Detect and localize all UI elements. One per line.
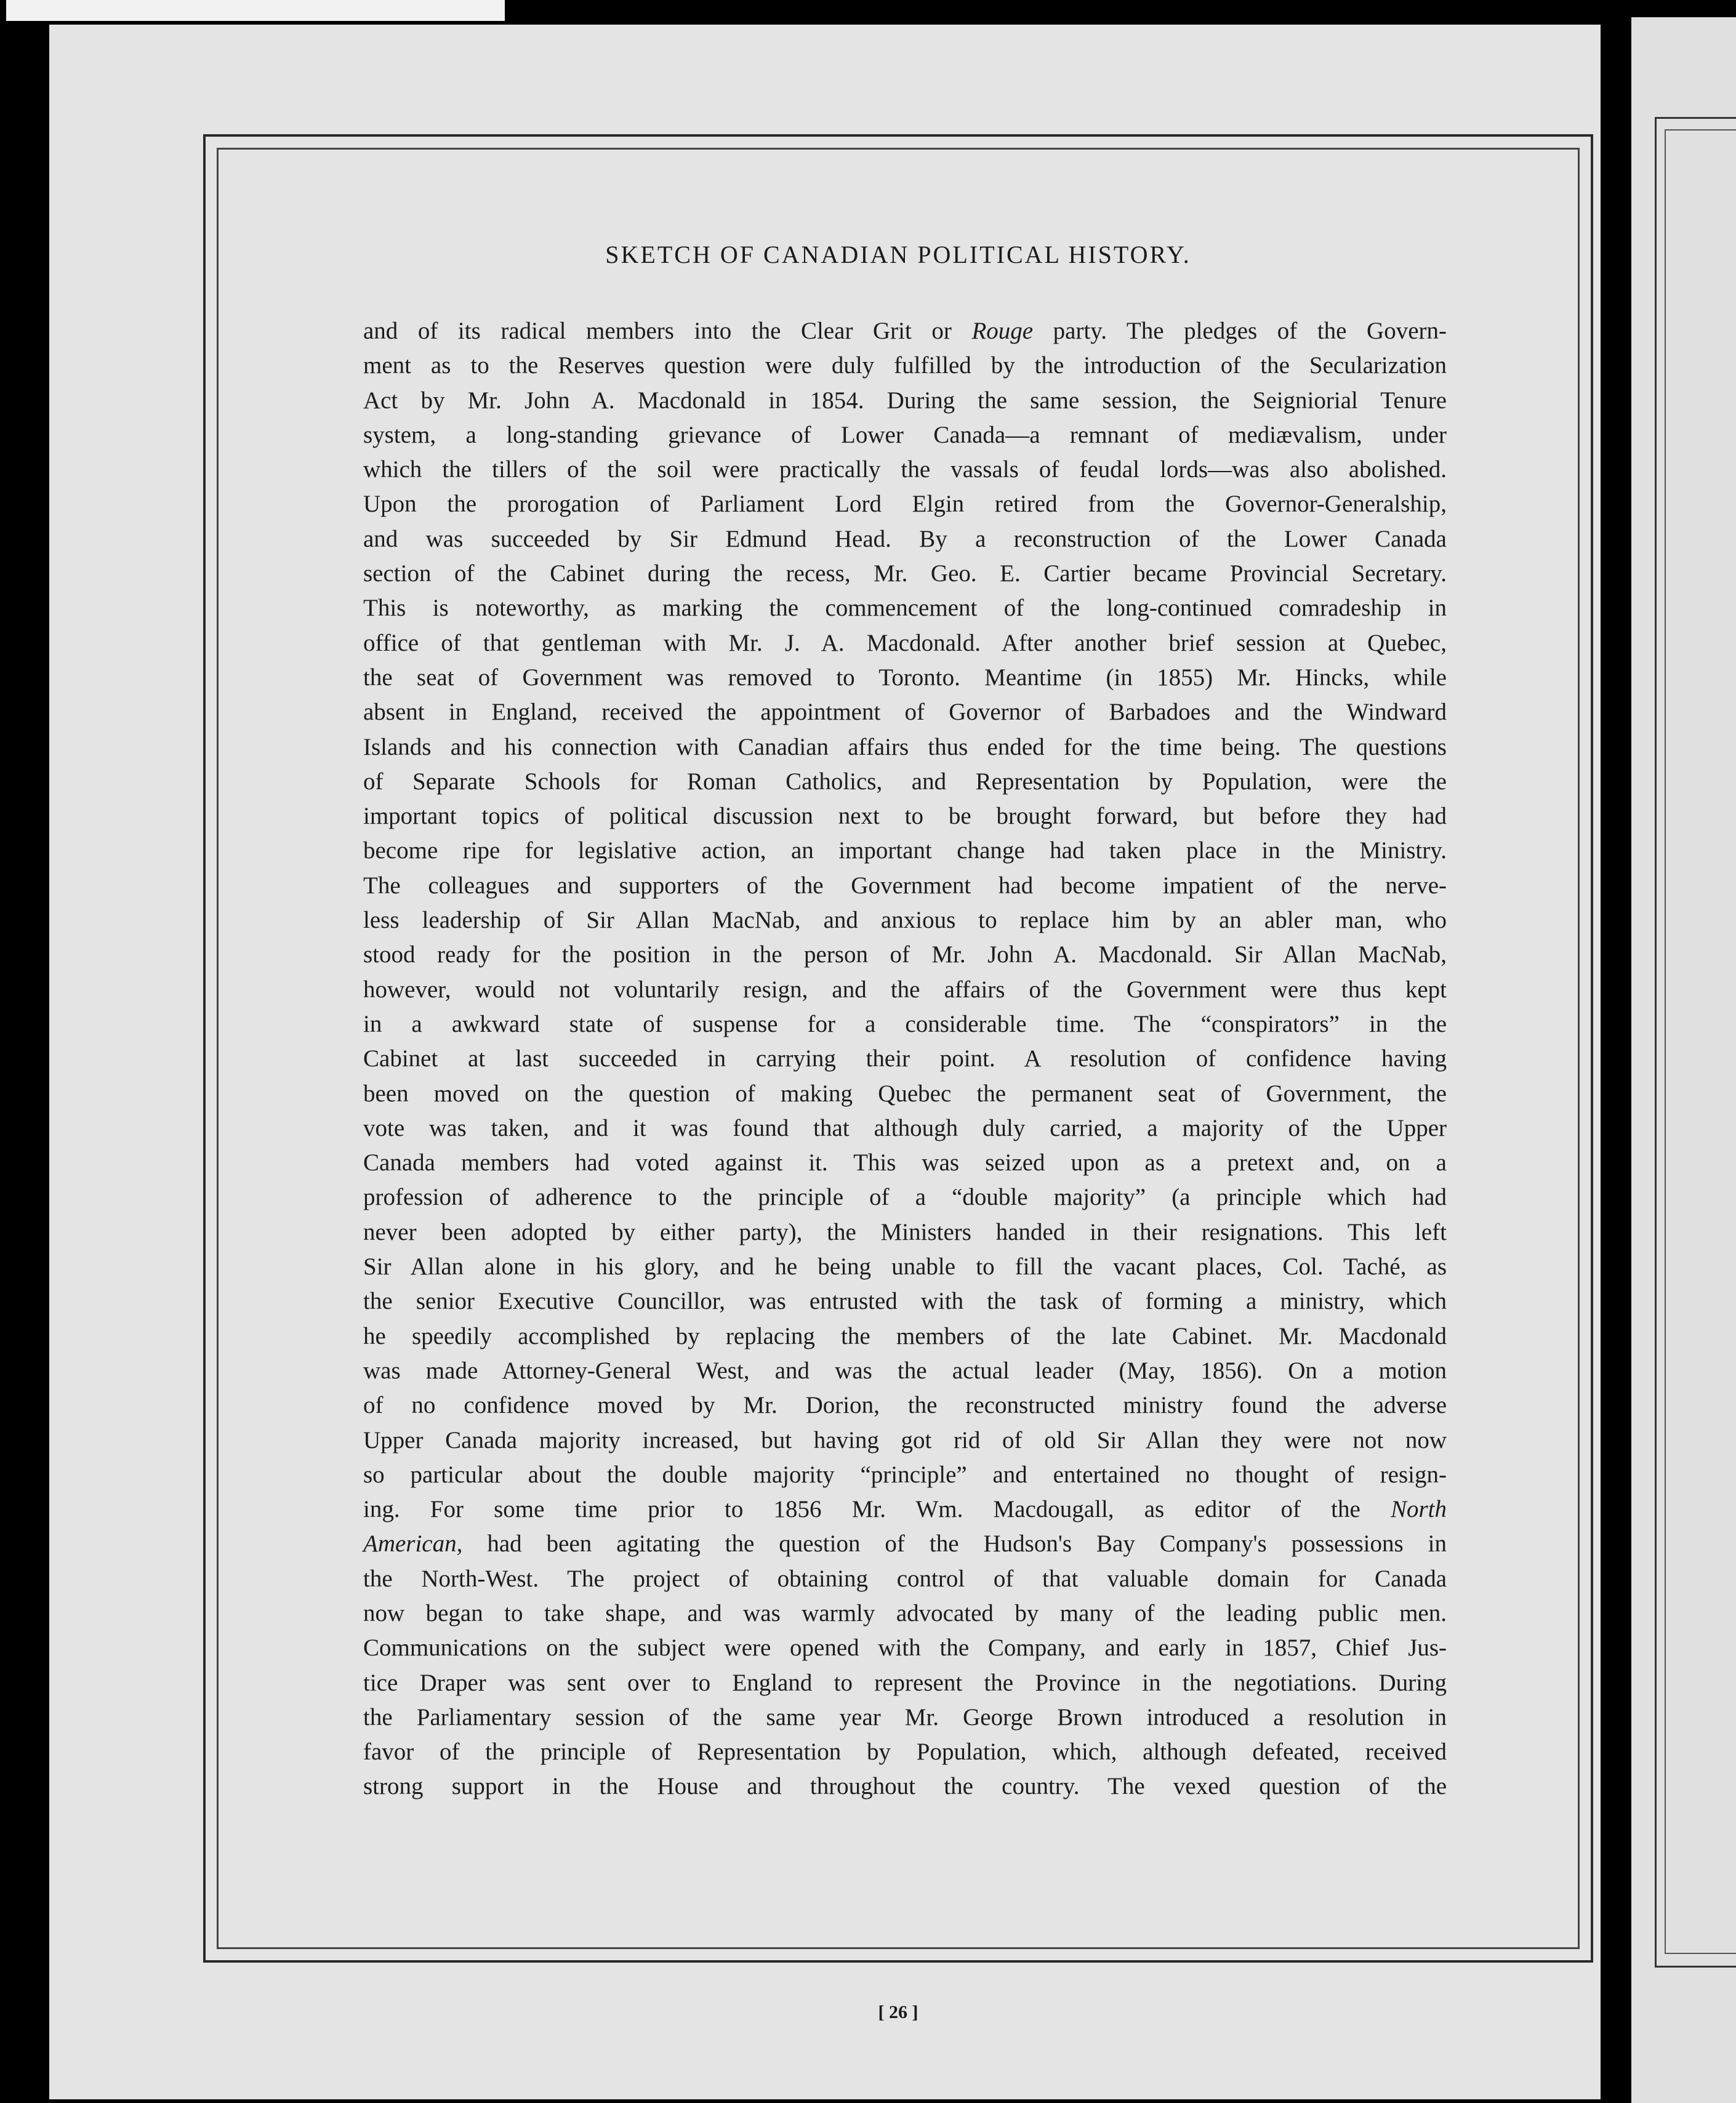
text-line: Cabinet at last succeeded in carrying their point. A resolution of confidence having [363, 1045, 1447, 1072]
text-line: system, a long-standing grievance of Lower Canada—a remnant of mediævalism, under [363, 421, 1447, 448]
text-line: the North-West. The project of obtaining control of that valuable domain for Canada [363, 1565, 1447, 1592]
text-line: of no confidence moved by Mr. Dorion, the reconstructed ministry found the adverse [363, 1392, 1447, 1419]
text-line: strong support in the House and throughout the country. The vexed question of the [363, 1773, 1447, 1800]
text-line: he speedily accomplished by replacing the members of the late Cabinet. Mr. Macdonald [363, 1322, 1447, 1349]
text-line: and was succeeded by Sir Edmund Head. By a reconstruction of the Lower Canada [363, 525, 1447, 552]
text-line: ing. For some time prior to 1856 Mr. Wm. Macdougall, as editor of the North [363, 1496, 1447, 1523]
text-line: Act by Mr. John A. Macdonald in 1854. During the same session, the Seigniorial Tenure [363, 387, 1447, 414]
text-line: was made Attorney-General West, and was the actual leader (May, 1856). On a motion [363, 1357, 1447, 1384]
text-line: office of that gentleman with Mr. J. A. Macdonald. After another brief session at Quebec, [363, 629, 1447, 656]
text-line: section of the Cabinet during the recess, Mr. Geo. E. Cartier became Provincial Secretary. [363, 560, 1447, 587]
text-line: profession of adherence to the principle of a “double majority” (a principle which had [363, 1184, 1447, 1211]
text-line: tice Draper was sent over to England to represent the Province in the negotiations. During [363, 1669, 1447, 1696]
text-line: the senior Executive Councillor, was entrusted with the task of forming a ministry, which [363, 1288, 1447, 1315]
text-line: been moved on the question of making Quebec the permanent seat of Government, the [363, 1080, 1447, 1107]
text-line: Canada members had voted against it. This was seized upon as a pretext and, on a [363, 1149, 1447, 1176]
text-line: and of its radical members into the Clear Grit or Rouge party. The pledges of the Govern- [363, 318, 1447, 344]
text-line: however, would not voluntarily resign, and the affairs of the Government were thus kept [363, 976, 1447, 1003]
text-line: the seat of Government was removed to Toronto. Meantime (in 1855) Mr. Hincks, while [363, 664, 1447, 691]
text-line: in a awkward state of suspense for a considerable time. The “conspirators” in the [363, 1010, 1447, 1037]
text-line: become ripe for legislative action, an important change had taken place in the Ministry. [363, 837, 1447, 864]
text-line: never been adopted by either party), the Ministers handed in their resignations. This left [363, 1218, 1447, 1245]
text-line: vote was taken, and it was found that although duly carried, a majority of the Upper [363, 1114, 1447, 1141]
text-line: This is noteworthy, as marking the commencement of the long-continued comradeship in [363, 595, 1447, 622]
text-line: so particular about the double majority “principle” and entertained no thought of resign- [363, 1461, 1447, 1488]
text-line: Upon the prorogation of Parliament Lord Elgin retired from the Governor-Generalship, [363, 491, 1447, 518]
text-line: Islands and his connection with Canadian affairs thus ended for the time being. The questions [363, 733, 1447, 760]
text-line: important topics of political discussion next to be brought forward, but before they had [363, 803, 1447, 830]
text-line: American, had been agitating the question of the Hudson's Bay Company's possessions in [363, 1530, 1447, 1558]
text-line: absent in England, received the appointment of Governor of Barbadoes and the Windward [363, 699, 1447, 726]
adjacent-page-border-inner [1665, 129, 1736, 1954]
text-line: of Separate Schools for Roman Catholics, and Representation by Population, were the [363, 768, 1447, 795]
text-line: Sir Allan alone in his glory, and he being unable to fill the vacant places, Col. Taché, as [363, 1253, 1447, 1281]
page-title: SKETCH OF CANADIAN POLITICAL HISTORY. [605, 241, 1191, 268]
text-line: stood ready for the position in the person of Mr. John A. Macdonald. Sir Allan MacNab, [363, 941, 1447, 968]
text-line: now began to take shape, and was warmly advocated by many of the leading public men. [363, 1599, 1447, 1627]
text-line: favor of the principle of Representation by Population, which, although defeated, received [363, 1739, 1447, 1766]
text-line: which the tillers of the soil were practically the vassals of feudal lords—was also abolished. [363, 456, 1447, 483]
scan-edge-strip [6, 0, 505, 21]
text-line: the Parliamentary session of the same year Mr. George Brown introduced a resolution in [363, 1703, 1447, 1731]
page-number: [ 26 ] [878, 2002, 918, 2022]
text-line: The colleagues and supporters of the Government had become impatient of the nerve- [363, 872, 1447, 899]
text-line: Upper Canada majority increased, but having got rid of old Sir Allan they were not now [363, 1426, 1447, 1454]
body-text [363, 314, 1447, 1804]
text-line: less leadership of Sir Allan MacNab, and anxious to replace him by an abler man, who [363, 907, 1447, 934]
text-line: Communications on the subject were opened with the Company, and early in 1857, Chief Jus- [363, 1635, 1447, 1662]
text-line: ment as to the Reserves question were duly fulfilled by the introduction of the Secularization [363, 352, 1447, 379]
